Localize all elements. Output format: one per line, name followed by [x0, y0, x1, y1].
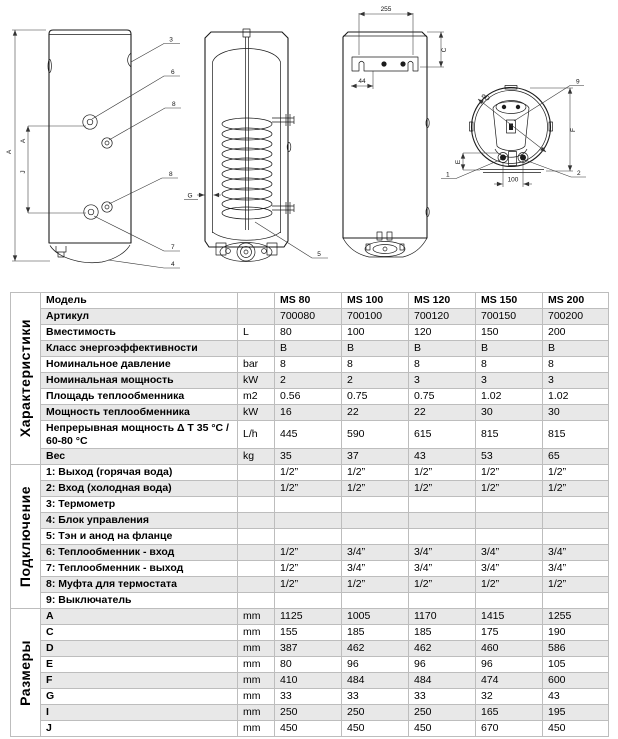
value-cell: MS 200: [543, 293, 609, 309]
dim-label-d: ⌀D: [479, 92, 491, 103]
table-row: [11, 405, 609, 421]
callout-4-label: 4: [171, 261, 175, 268]
table-row: [11, 609, 609, 625]
value-cell: 387: [275, 641, 342, 657]
value-cell: 150: [476, 325, 543, 341]
value-cell: 1/2”: [275, 481, 342, 497]
value-cell: 32: [476, 689, 543, 705]
callout-5-label: 5: [317, 251, 321, 258]
row-label: 1: Выход (горячая вода): [41, 465, 238, 481]
dim-label-a-inner: A: [20, 138, 27, 144]
callout-9-label: 9: [576, 78, 580, 86]
value-cell: 1/2”: [275, 465, 342, 481]
value-cell: 450: [409, 721, 476, 737]
unit-cell: bar: [238, 357, 275, 373]
row-label: 5: Тэн и анод на фланце: [41, 529, 238, 545]
unit-cell: [238, 577, 275, 593]
value-cell: 1/2”: [476, 481, 543, 497]
spec-table-wrap: [10, 292, 610, 737]
value-cell: [409, 513, 476, 529]
value-cell: 1/2”: [543, 481, 609, 497]
value-cell: 590: [342, 421, 409, 449]
table-row: [11, 309, 609, 325]
value-cell: 1/2”: [342, 577, 409, 593]
value-cell: 670: [476, 721, 543, 737]
table-row: [11, 673, 609, 689]
value-cell: 1170: [409, 609, 476, 625]
value-cell: 1/2”: [275, 577, 342, 593]
value-cell: 200: [543, 325, 609, 341]
value-cell: 165: [476, 705, 543, 721]
value-cell: B: [409, 341, 476, 357]
value-cell: 190: [543, 625, 609, 641]
unit-cell: mm: [238, 705, 275, 721]
value-cell: 155: [275, 625, 342, 641]
value-cell: 700080: [275, 309, 342, 325]
value-cell: [476, 513, 543, 529]
value-cell: 96: [409, 657, 476, 673]
value-cell: [409, 497, 476, 513]
heat-exchanger-coil: [222, 118, 272, 219]
row-label: 2: Вход (холодная вода): [41, 481, 238, 497]
technical-drawings: [0, 0, 618, 292]
value-cell: 0.56: [275, 389, 342, 405]
value-cell: 410: [275, 673, 342, 689]
unit-cell: [238, 309, 275, 325]
row-label: A: [41, 609, 238, 625]
dim-label-255: 255: [380, 6, 392, 13]
dim-label-e: E: [455, 159, 462, 165]
value-cell: 462: [409, 641, 476, 657]
value-cell: 1/2”: [409, 465, 476, 481]
value-cell: [476, 593, 543, 609]
dim-label-a-outer: A: [6, 149, 13, 155]
spec-table: [10, 292, 609, 737]
value-cell: 1005: [342, 609, 409, 625]
callout-8-upper-label: 8: [172, 101, 176, 108]
value-cell: 8: [409, 357, 476, 373]
table-row: [11, 593, 609, 609]
value-cell: 33: [275, 689, 342, 705]
value-cell: 815: [543, 421, 609, 449]
value-cell: 700120: [409, 309, 476, 325]
value-cell: 250: [275, 705, 342, 721]
table-row: [11, 389, 609, 405]
value-cell: 1/2”: [275, 561, 342, 577]
table-row: [11, 465, 609, 481]
value-cell: 8: [275, 357, 342, 373]
unit-cell: [238, 341, 275, 357]
table-row: [11, 357, 609, 373]
table-row: [11, 341, 609, 357]
unit-cell: mm: [238, 689, 275, 705]
value-cell: 100: [342, 325, 409, 341]
value-cell: 16: [275, 405, 342, 421]
table-row: [11, 705, 609, 721]
value-cell: 586: [543, 641, 609, 657]
section-label: Размеры: [17, 639, 34, 706]
value-cell: 484: [409, 673, 476, 689]
value-cell: [275, 529, 342, 545]
value-cell: [543, 497, 609, 513]
value-cell: 1/2”: [342, 465, 409, 481]
value-cell: [275, 593, 342, 609]
callout-1-label: 1: [446, 171, 450, 179]
value-cell: 105: [543, 657, 609, 673]
value-cell: 1.02: [476, 389, 543, 405]
value-cell: 96: [476, 657, 543, 673]
value-cell: 1125: [275, 609, 342, 625]
unit-cell: mm: [238, 625, 275, 641]
value-cell: 195: [543, 705, 609, 721]
table-row: [11, 373, 609, 389]
unit-cell: kg: [238, 449, 275, 465]
front-view-drawing: [6, 30, 181, 268]
drawings-svg: [0, 0, 618, 292]
value-cell: 80: [275, 657, 342, 673]
value-cell: 250: [409, 705, 476, 721]
value-cell: 43: [543, 689, 609, 705]
value-cell: 815: [476, 421, 543, 449]
unit-cell: kW: [238, 373, 275, 389]
value-cell: MS 80: [275, 293, 342, 309]
value-cell: [476, 497, 543, 513]
dim-label-f: F: [570, 128, 577, 132]
section-label-cell: [11, 465, 41, 609]
value-cell: [409, 593, 476, 609]
value-cell: 96: [342, 657, 409, 673]
row-label: 7: Теплообменник - выход: [41, 561, 238, 577]
value-cell: 460: [476, 641, 543, 657]
dim-label-44: 44: [358, 78, 366, 85]
value-cell: 445: [275, 421, 342, 449]
unit-cell: [238, 513, 275, 529]
table-row: [11, 545, 609, 561]
row-label: Класс энергоэффективности: [41, 341, 238, 357]
value-cell: B: [476, 341, 543, 357]
table-row: [11, 497, 609, 513]
value-cell: 3: [409, 373, 476, 389]
table-row: [11, 641, 609, 657]
value-cell: 3/4”: [342, 561, 409, 577]
value-cell: 175: [476, 625, 543, 641]
section-label: Подключение: [17, 485, 34, 588]
row-label: C: [41, 625, 238, 641]
value-cell: 185: [409, 625, 476, 641]
table-row: [11, 689, 609, 705]
dim-label-c: C: [441, 47, 448, 53]
value-cell: 1/2”: [342, 481, 409, 497]
value-cell: 3/4”: [543, 561, 609, 577]
row-label: D: [41, 641, 238, 657]
unit-cell: [238, 545, 275, 561]
unit-cell: [238, 529, 275, 545]
value-cell: 8: [543, 357, 609, 373]
value-cell: 1/2”: [476, 465, 543, 481]
value-cell: 600: [543, 673, 609, 689]
row-label: 4: Блок управления: [41, 513, 238, 529]
value-cell: B: [543, 341, 609, 357]
row-label: 9: Выключатель: [41, 593, 238, 609]
value-cell: 3: [543, 373, 609, 389]
value-cell: 450: [543, 721, 609, 737]
value-cell: [543, 513, 609, 529]
rear-view-drawing: [343, 6, 448, 257]
callout-6-label: 6: [171, 69, 175, 76]
value-cell: MS 100: [342, 293, 409, 309]
value-cell: 2: [342, 373, 409, 389]
value-cell: [476, 529, 543, 545]
value-cell: [543, 529, 609, 545]
value-cell: [543, 593, 609, 609]
unit-cell: [238, 465, 275, 481]
value-cell: 8: [476, 357, 543, 373]
value-cell: [342, 529, 409, 545]
value-cell: 185: [342, 625, 409, 641]
callout-2-label: 2: [577, 170, 581, 177]
row-label: Непрерывная мощность Δ T 35 °C / 60-80 °C: [41, 421, 238, 449]
row-label: Вес: [41, 449, 238, 465]
row-label: Номинальное давление: [41, 357, 238, 373]
value-cell: 700100: [342, 309, 409, 325]
unit-cell: mm: [238, 673, 275, 689]
value-cell: 1415: [476, 609, 543, 625]
value-cell: 1/2”: [543, 577, 609, 593]
table-row: [11, 577, 609, 593]
value-cell: 462: [342, 641, 409, 657]
value-cell: 53: [476, 449, 543, 465]
row-label: J: [41, 721, 238, 737]
value-cell: B: [342, 341, 409, 357]
bottom-view-drawing: [441, 79, 586, 188]
value-cell: 80: [275, 325, 342, 341]
value-cell: 450: [342, 721, 409, 737]
row-label: 3: Термометр: [41, 497, 238, 513]
value-cell: 33: [409, 689, 476, 705]
value-cell: 3/4”: [409, 545, 476, 561]
value-cell: 474: [476, 673, 543, 689]
value-cell: 22: [409, 405, 476, 421]
unit-cell: mm: [238, 609, 275, 625]
value-cell: 8: [342, 357, 409, 373]
row-label: Вместимость: [41, 325, 238, 341]
callout-7-label: 7: [171, 244, 175, 251]
callout-8-lower-label: 8: [169, 171, 173, 178]
row-label: E: [41, 657, 238, 673]
row-label: 6: Теплообменник - вход: [41, 545, 238, 561]
section-label-cell: [11, 609, 41, 737]
value-cell: 700200: [543, 309, 609, 325]
table-row: [11, 721, 609, 737]
section-label: Характеристики: [17, 319, 34, 438]
value-cell: 3/4”: [476, 561, 543, 577]
value-cell: 0.75: [409, 389, 476, 405]
value-cell: 484: [342, 673, 409, 689]
value-cell: 3/4”: [409, 561, 476, 577]
value-cell: 65: [543, 449, 609, 465]
row-label: F: [41, 673, 238, 689]
row-label: Площадь теплообменника: [41, 389, 238, 405]
value-cell: [342, 513, 409, 529]
value-cell: 250: [342, 705, 409, 721]
value-cell: 700150: [476, 309, 543, 325]
row-label: I: [41, 705, 238, 721]
value-cell: 1/2”: [275, 545, 342, 561]
value-cell: 22: [342, 405, 409, 421]
value-cell: MS 120: [409, 293, 476, 309]
value-cell: 43: [409, 449, 476, 465]
row-label: Артикул: [41, 309, 238, 325]
unit-cell: [238, 481, 275, 497]
dim-label-g: G: [187, 192, 193, 200]
unit-cell: [238, 561, 275, 577]
value-cell: 615: [409, 421, 476, 449]
row-label: Модель: [41, 293, 238, 309]
spec-table-body: [11, 293, 609, 737]
callout-3-label: 3: [169, 36, 173, 44]
unit-cell: m2: [238, 389, 275, 405]
table-row: [11, 657, 609, 673]
row-label: 8: Муфта для термостата: [41, 577, 238, 593]
unit-cell: [238, 293, 275, 309]
value-cell: 3: [476, 373, 543, 389]
value-cell: 1.02: [543, 389, 609, 405]
table-row: [11, 481, 609, 497]
table-row: [11, 421, 609, 449]
unit-cell: L/h: [238, 421, 275, 449]
table-row: [11, 325, 609, 341]
value-cell: 35: [275, 449, 342, 465]
section-label-cell: [11, 293, 41, 465]
table-row: [11, 529, 609, 545]
value-cell: 450: [275, 721, 342, 737]
value-cell: 0.75: [342, 389, 409, 405]
dim-label-100: 100: [507, 176, 519, 184]
value-cell: 33: [342, 689, 409, 705]
table-row: [11, 449, 609, 465]
value-cell: 30: [543, 405, 609, 421]
unit-cell: L: [238, 325, 275, 341]
row-label: G: [41, 689, 238, 705]
value-cell: B: [275, 341, 342, 357]
table-row: [11, 625, 609, 641]
value-cell: [275, 513, 342, 529]
value-cell: 1/2”: [409, 481, 476, 497]
row-label: Номинальная мощность: [41, 373, 238, 389]
value-cell: [342, 593, 409, 609]
value-cell: 1/2”: [409, 577, 476, 593]
unit-cell: [238, 593, 275, 609]
unit-cell: mm: [238, 641, 275, 657]
unit-cell: mm: [238, 721, 275, 737]
value-cell: 3/4”: [476, 545, 543, 561]
value-cell: 2: [275, 373, 342, 389]
value-cell: 37: [342, 449, 409, 465]
value-cell: MS 150: [476, 293, 543, 309]
cross-section-drawing: [184, 29, 328, 262]
value-cell: 3/4”: [342, 545, 409, 561]
table-row: [11, 513, 609, 529]
row-label: Мощность теплообменника: [41, 405, 238, 421]
table-row: [11, 293, 609, 309]
value-cell: [409, 529, 476, 545]
unit-cell: mm: [238, 657, 275, 673]
dim-label-j: J: [20, 170, 27, 174]
value-cell: [342, 497, 409, 513]
value-cell: 120: [409, 325, 476, 341]
value-cell: 1/2”: [476, 577, 543, 593]
value-cell: 30: [476, 405, 543, 421]
value-cell: 3/4”: [543, 545, 609, 561]
value-cell: 1255: [543, 609, 609, 625]
value-cell: [275, 497, 342, 513]
unit-cell: kW: [238, 405, 275, 421]
value-cell: 1/2”: [543, 465, 609, 481]
table-row: [11, 561, 609, 577]
unit-cell: [238, 497, 275, 513]
